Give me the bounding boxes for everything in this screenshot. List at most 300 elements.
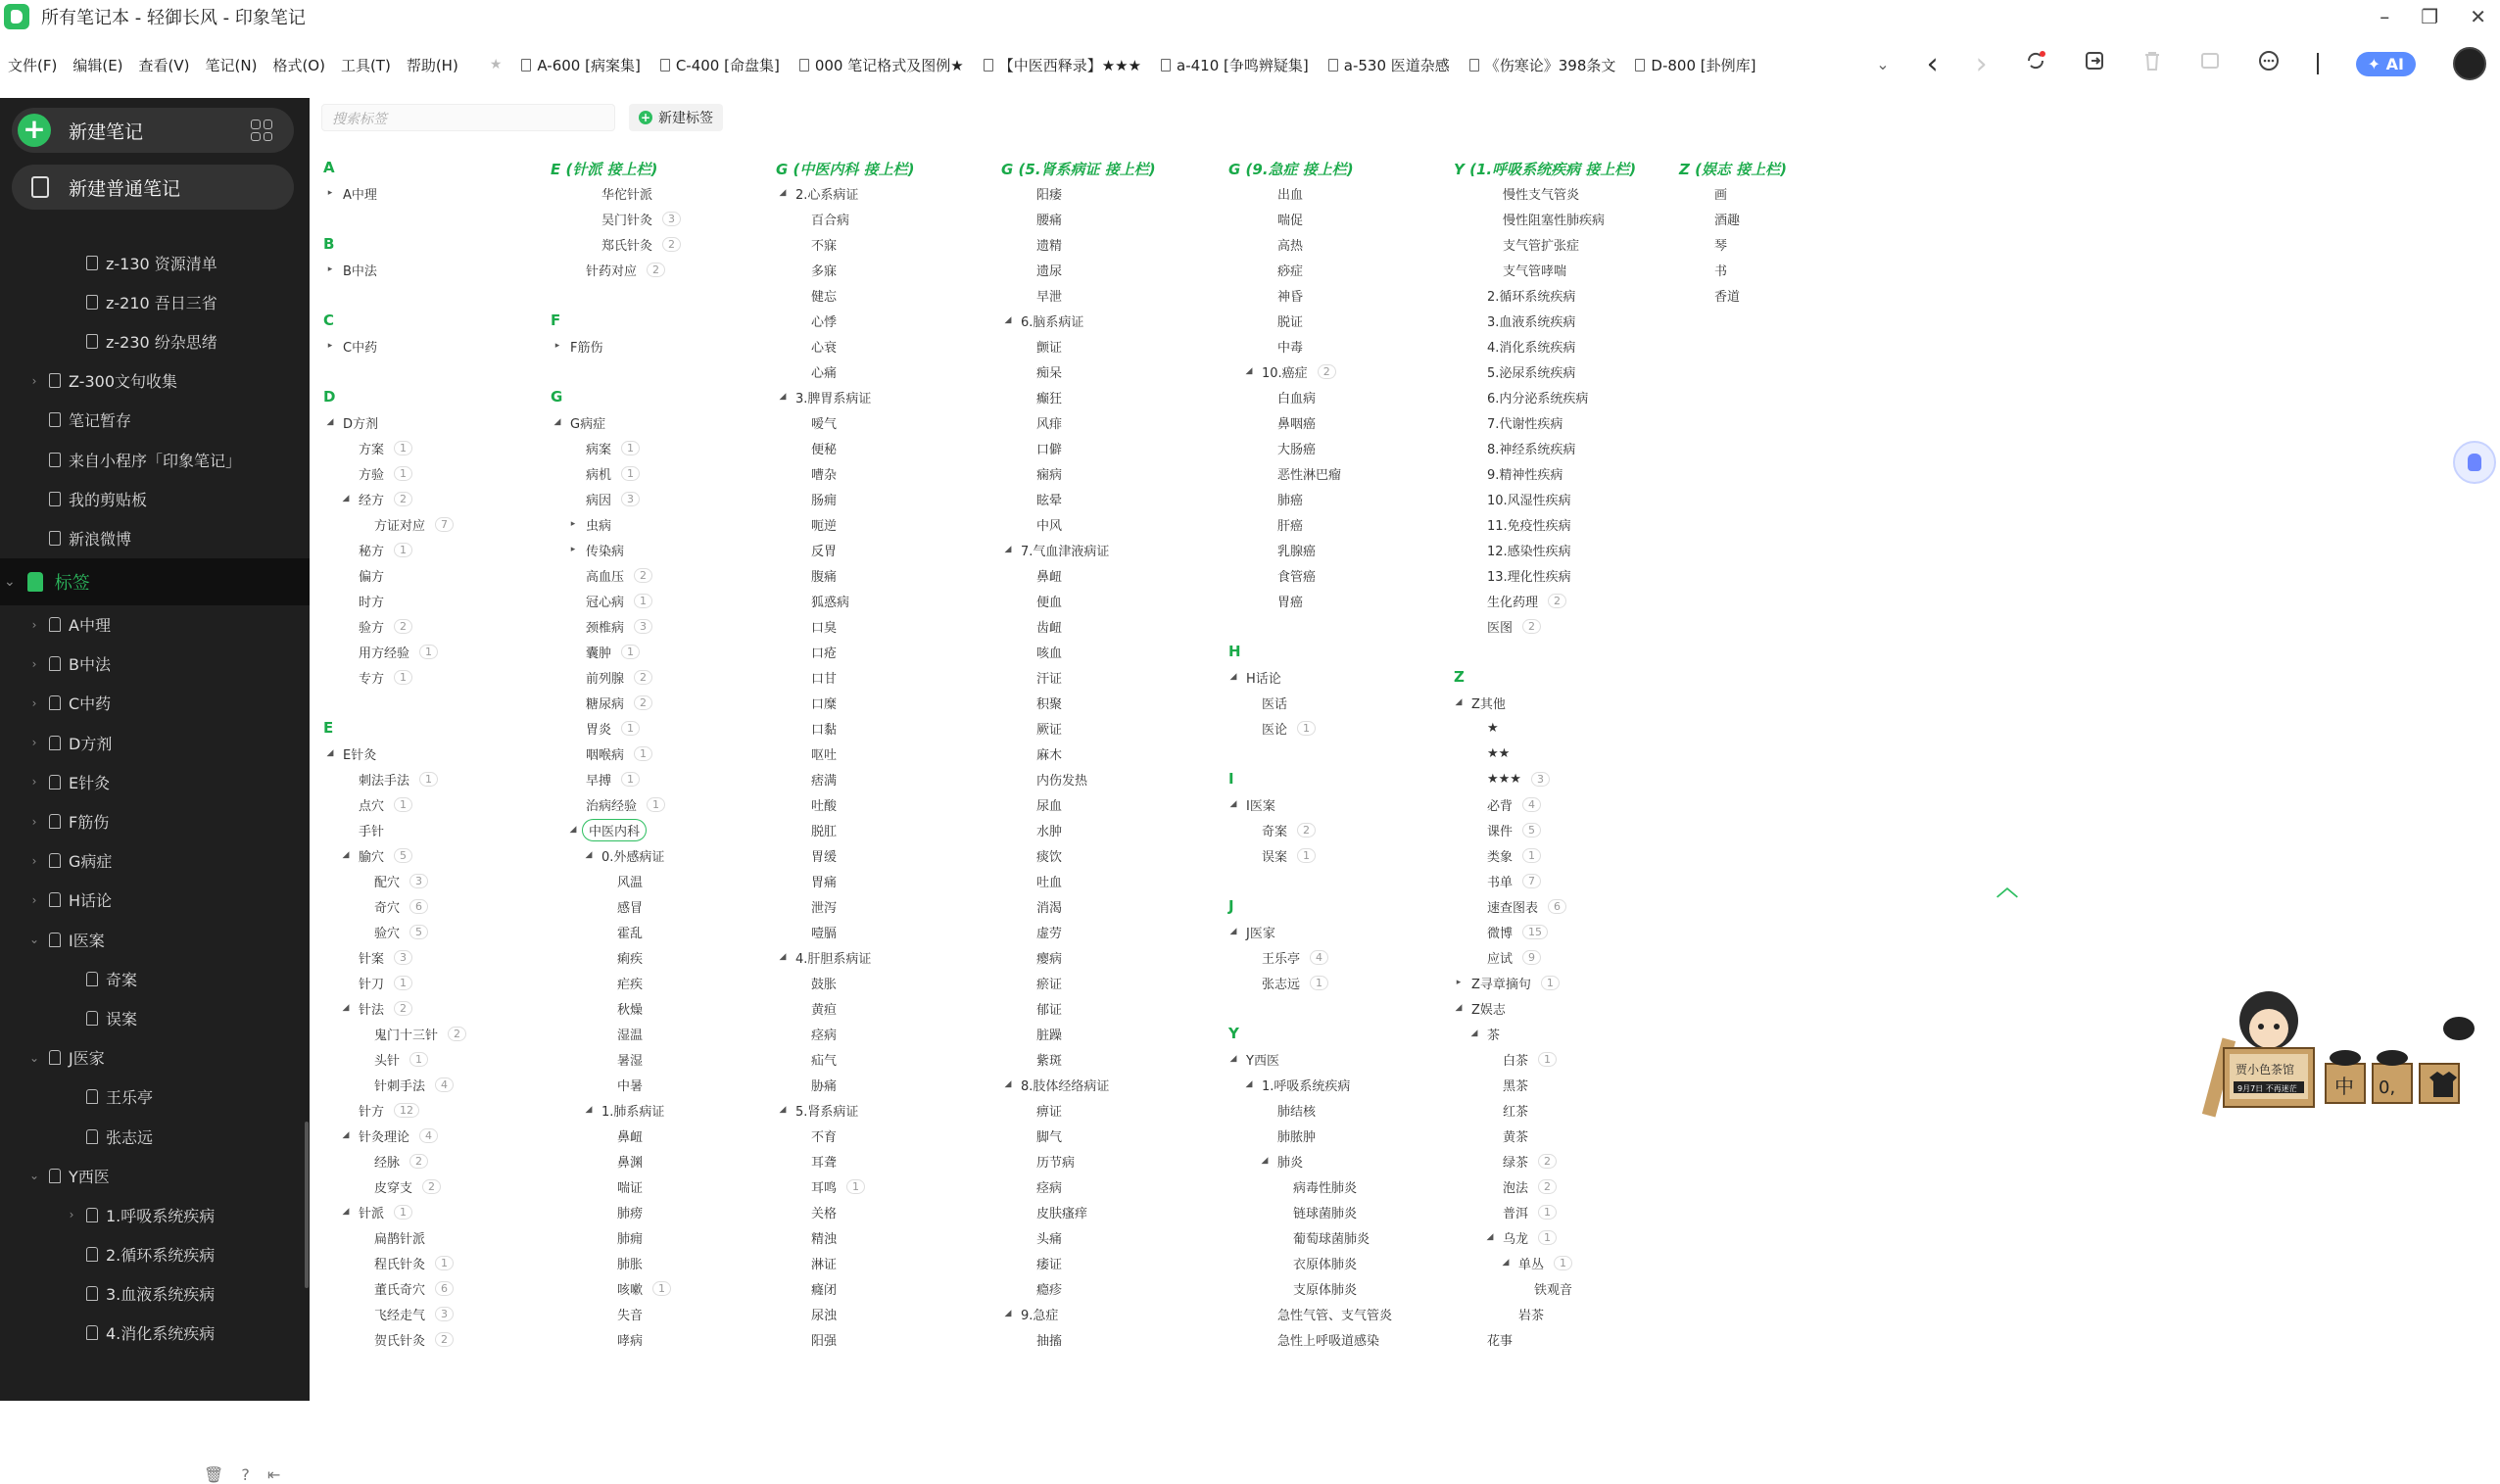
tag-item[interactable]: [1274, 486, 1307, 511]
tag-item[interactable]: [807, 1224, 841, 1250]
tag-item[interactable]: [1710, 180, 1731, 206]
tag-item[interactable]: [1274, 511, 1307, 537]
sidebar-tag-item[interactable]: [0, 1195, 310, 1234]
new-plain-note-button[interactable]: [12, 165, 294, 210]
collapse-arrow-icon[interactable]: ◢: [779, 952, 787, 962]
tag-item[interactable]: [1004, 1301, 1062, 1326]
tag-item[interactable]: [807, 1199, 841, 1224]
tag-item[interactable]: [1483, 435, 1579, 460]
collapse-arrow-icon[interactable]: ◢: [1229, 927, 1237, 936]
tag-item[interactable]: [370, 919, 428, 944]
tag-item[interactable]: [582, 435, 640, 460]
tag-item[interactable]: [807, 511, 841, 537]
collapse-arrow-icon[interactable]: ◢: [342, 1003, 350, 1013]
chevron-icon[interactable]: ⌄: [28, 933, 40, 947]
tag-item[interactable]: [807, 231, 841, 257]
tag-item[interactable]: [1258, 817, 1316, 842]
tag-item[interactable]: [1033, 1021, 1066, 1046]
expand-arrow-icon[interactable]: ▸: [570, 519, 576, 529]
tag-item[interactable]: [370, 1021, 466, 1046]
tag-item[interactable]: [1274, 460, 1345, 486]
tag-item[interactable]: [582, 588, 652, 613]
tag-item[interactable]: [370, 1046, 428, 1072]
tag-item[interactable]: [569, 817, 647, 842]
collapse-arrow-icon[interactable]: ◢: [779, 188, 787, 198]
tag-item[interactable]: [1483, 359, 1579, 384]
tag-item[interactable]: [1483, 282, 1579, 308]
tag-item[interactable]: [1710, 206, 1744, 231]
sidebar-notebook-item[interactable]: [0, 518, 310, 557]
collapse-arrow-icon[interactable]: ◢: [1470, 1029, 1478, 1038]
tag-item[interactable]: [613, 995, 647, 1021]
sidebar-tag-item[interactable]: [0, 762, 310, 801]
menu-item[interactable]: 帮助(H): [406, 56, 458, 74]
tag-item[interactable]: [1483, 741, 1514, 766]
shortcut-notebook[interactable]: [660, 55, 780, 75]
tag-item[interactable]: [807, 766, 841, 791]
scroll-up-icon[interactable]: ︿: [1996, 877, 2019, 901]
sidebar-tag-item[interactable]: [0, 1314, 310, 1353]
tag-item[interactable]: [342, 1199, 412, 1224]
collapse-arrow-icon[interactable]: ◢: [326, 748, 334, 758]
collapse-arrow-icon[interactable]: ◢: [1229, 1054, 1237, 1064]
collapse-arrow-icon[interactable]: ◢: [1486, 1232, 1494, 1242]
tag-item[interactable]: [1483, 944, 1541, 970]
tag-item[interactable]: [807, 919, 841, 944]
sidebar-tag-item[interactable]: [0, 959, 310, 998]
tag-item[interactable]: [1483, 486, 1575, 511]
collapse-arrow-icon[interactable]: ◢: [326, 417, 334, 427]
tag-item[interactable]: [1033, 1097, 1066, 1123]
collapse-arrow-icon[interactable]: ◢: [569, 825, 577, 835]
tag-item[interactable]: [1483, 588, 1566, 613]
tag-item[interactable]: [370, 1275, 454, 1301]
tag-item[interactable]: [1033, 1199, 1091, 1224]
tag-item[interactable]: [342, 486, 412, 511]
tag-item[interactable]: [1274, 231, 1307, 257]
tag-item[interactable]: [1033, 257, 1066, 282]
tag-item[interactable]: [1499, 1148, 1557, 1173]
collapse-arrow-icon[interactable]: ◢: [1455, 1003, 1463, 1013]
tag-item[interactable]: [1229, 664, 1285, 690]
sidebar-tag-item[interactable]: [0, 881, 310, 920]
collapse-arrow-icon[interactable]: ◢: [553, 417, 561, 427]
tag-item[interactable]: [613, 1250, 647, 1275]
shortcut-notebook[interactable]: [521, 55, 640, 75]
tag-item[interactable]: [1483, 460, 1566, 486]
tag-item[interactable]: [1033, 231, 1066, 257]
collapse-arrow-icon[interactable]: ◢: [1004, 1079, 1012, 1089]
collapse-arrow-icon[interactable]: ◢: [1502, 1258, 1510, 1268]
tag-item[interactable]: [1483, 613, 1541, 639]
tag-item[interactable]: [807, 206, 853, 231]
tag-item[interactable]: [1033, 639, 1066, 664]
tag-item[interactable]: [807, 409, 841, 435]
tag-item[interactable]: [1274, 333, 1307, 359]
tag-item[interactable]: [1033, 868, 1066, 893]
chevron-icon[interactable]: ›: [31, 853, 37, 868]
collapse-arrow-icon[interactable]: ◢: [585, 1105, 593, 1115]
tag-item[interactable]: [1245, 1072, 1354, 1097]
tag-item[interactable]: [1033, 842, 1066, 868]
tag-item[interactable]: [1033, 333, 1066, 359]
tag-item[interactable]: [1483, 537, 1575, 562]
tag-item[interactable]: [1229, 919, 1279, 944]
tag-item[interactable]: [1033, 664, 1066, 690]
tag-item[interactable]: [807, 970, 841, 995]
chevron-down-icon[interactable]: ⌄: [4, 573, 16, 590]
tag-item[interactable]: [370, 1148, 428, 1173]
shortcut-notebook[interactable]: [1161, 55, 1309, 75]
sidebar-notebook-item[interactable]: [0, 401, 310, 440]
sidebar-tags-header[interactable]: [0, 558, 310, 605]
tag-item[interactable]: [370, 1250, 454, 1275]
tag-item[interactable]: [370, 511, 454, 537]
tag-item[interactable]: [1274, 1301, 1396, 1326]
tag-item[interactable]: [1033, 562, 1066, 588]
tag-item[interactable]: [355, 944, 412, 970]
chevron-icon[interactable]: ›: [31, 656, 37, 671]
tag-item[interactable]: [1499, 1173, 1557, 1199]
tag-item[interactable]: [582, 562, 652, 588]
menu-item[interactable]: 工具(T): [340, 56, 391, 74]
tag-item[interactable]: [1033, 715, 1066, 741]
tag-item[interactable]: [355, 817, 388, 842]
tag-item[interactable]: [1499, 231, 1583, 257]
tag-item[interactable]: [1483, 791, 1541, 817]
tag-item[interactable]: [1258, 944, 1328, 970]
tag-item[interactable]: [342, 1123, 438, 1148]
shortcut-notebook[interactable]: [1635, 55, 1755, 75]
tag-item[interactable]: [582, 460, 640, 486]
tag-item[interactable]: [613, 1123, 647, 1148]
tag-item[interactable]: [1229, 791, 1279, 817]
tag-item[interactable]: [613, 1072, 647, 1097]
collapse-arrow-icon[interactable]: ◢: [1455, 697, 1463, 707]
share-icon[interactable]: [2084, 50, 2105, 77]
tag-item[interactable]: [1483, 1326, 1516, 1352]
tag-item[interactable]: [355, 1097, 419, 1123]
more-options-icon[interactable]: [2258, 50, 2280, 77]
tag-item[interactable]: [370, 1326, 454, 1352]
tag-item[interactable]: [326, 409, 382, 435]
menu-item[interactable]: 查看(V): [138, 56, 190, 74]
tag-item[interactable]: [613, 1224, 647, 1250]
tag-item[interactable]: [807, 817, 841, 842]
tag-item[interactable]: [1033, 1046, 1066, 1072]
tag-item[interactable]: [807, 588, 853, 613]
tag-item[interactable]: [779, 944, 875, 970]
tag-item[interactable]: [1033, 690, 1066, 715]
tag-item[interactable]: [807, 537, 841, 562]
collapse-icon[interactable]: ⇤: [266, 1465, 281, 1484]
collapse-arrow-icon[interactable]: ◢: [1245, 1079, 1253, 1089]
tag-item[interactable]: [1499, 1046, 1557, 1072]
tag-item[interactable]: [1258, 842, 1316, 868]
tag-item[interactable]: [807, 1173, 865, 1199]
note-info-icon[interactable]: [2199, 50, 2221, 77]
tag-item[interactable]: [582, 766, 640, 791]
tag-item[interactable]: [1033, 409, 1066, 435]
tag-item[interactable]: [582, 741, 652, 766]
sidebar-notebook-item[interactable]: [0, 321, 310, 360]
tag-item[interactable]: [370, 1072, 454, 1097]
tag-item[interactable]: [1274, 435, 1320, 460]
sidebar-notebook-item[interactable]: [0, 282, 310, 321]
tag-item[interactable]: [779, 384, 875, 409]
tag-item[interactable]: [1483, 893, 1566, 919]
tag-item[interactable]: [807, 664, 841, 690]
trash-icon[interactable]: 🗑: [204, 1465, 224, 1484]
tag-item[interactable]: [327, 257, 381, 282]
tag-item[interactable]: [1033, 1275, 1066, 1301]
tag-item[interactable]: [1033, 944, 1066, 970]
tag-item[interactable]: [807, 995, 841, 1021]
tag-item[interactable]: [1033, 1326, 1066, 1352]
tag-item[interactable]: [1499, 1199, 1557, 1224]
tag-item[interactable]: [1274, 588, 1307, 613]
tag-item[interactable]: [355, 588, 388, 613]
tag-item[interactable]: [1274, 1326, 1383, 1352]
sidebar-tag-item[interactable]: [0, 645, 310, 684]
tag-item[interactable]: [1710, 282, 1744, 308]
tag-item[interactable]: [582, 715, 640, 741]
tag-item[interactable]: [1483, 333, 1579, 359]
tag-item[interactable]: [613, 944, 647, 970]
shortcuts-overflow-icon[interactable]: ⌄: [1876, 54, 1890, 73]
collapse-arrow-icon[interactable]: ◢: [1245, 366, 1253, 376]
tag-item[interactable]: [355, 537, 412, 562]
tag-item[interactable]: [807, 690, 841, 715]
tag-item[interactable]: [1274, 257, 1307, 282]
sidebar-notebook-item[interactable]: [0, 479, 310, 518]
expand-arrow-icon[interactable]: ▸: [327, 188, 333, 198]
sync-icon[interactable]: [2025, 50, 2046, 77]
tag-item[interactable]: [1499, 257, 1570, 282]
tag-item[interactable]: [327, 180, 381, 206]
ai-assistant-button[interactable]: ✦ AI: [2356, 52, 2416, 76]
tag-item[interactable]: [613, 919, 647, 944]
tag-item[interactable]: [1486, 1224, 1557, 1250]
tag-search-input[interactable]: 搜索标签: [321, 104, 615, 131]
tag-item[interactable]: [807, 1301, 841, 1326]
tag-item[interactable]: [1499, 1123, 1532, 1148]
menu-item[interactable]: 格式(O): [272, 56, 325, 74]
tag-item[interactable]: [1258, 715, 1316, 741]
tag-item[interactable]: [585, 842, 668, 868]
shortcut-notebook[interactable]: [1469, 55, 1616, 75]
tag-item[interactable]: [1229, 1046, 1283, 1072]
help-icon[interactable]: ?: [241, 1465, 250, 1484]
floating-assistant-button[interactable]: [2453, 441, 2496, 484]
tag-item[interactable]: [1274, 180, 1307, 206]
tag-item[interactable]: [1258, 690, 1291, 715]
tag-item[interactable]: [807, 715, 841, 741]
collapse-arrow-icon[interactable]: ◢: [342, 850, 350, 860]
tag-item[interactable]: [1033, 206, 1066, 231]
chevron-icon[interactable]: ⌄: [28, 1169, 40, 1183]
sidebar-tag-item[interactable]: [0, 1235, 310, 1274]
tag-item[interactable]: [807, 486, 841, 511]
tag-item[interactable]: [1033, 766, 1091, 791]
tag-item[interactable]: [807, 842, 841, 868]
tag-item[interactable]: [554, 333, 606, 359]
tag-item[interactable]: [370, 868, 428, 893]
tag-item[interactable]: [1499, 1097, 1532, 1123]
chevron-icon[interactable]: ⌄: [28, 1050, 40, 1065]
tag-item[interactable]: [1033, 460, 1066, 486]
tag-item[interactable]: [613, 1148, 647, 1173]
tag-item[interactable]: [1289, 1199, 1361, 1224]
tag-item[interactable]: [1033, 1148, 1079, 1173]
tag-item[interactable]: [355, 791, 412, 817]
tag-item[interactable]: [613, 868, 647, 893]
collapse-arrow-icon[interactable]: ◢: [1261, 1156, 1269, 1166]
tag-item[interactable]: [613, 1021, 647, 1046]
tag-item[interactable]: [1033, 613, 1066, 639]
tag-item[interactable]: [598, 231, 681, 257]
tag-item[interactable]: [355, 613, 412, 639]
tag-item[interactable]: [1245, 359, 1336, 384]
tag-item[interactable]: [807, 562, 841, 588]
tag-item[interactable]: [1502, 1250, 1572, 1275]
chevron-icon[interactable]: ›: [31, 892, 37, 907]
tag-item[interactable]: [582, 613, 652, 639]
tag-item[interactable]: [807, 1021, 841, 1046]
tag-item[interactable]: [1274, 308, 1307, 333]
tag-item[interactable]: [1456, 970, 1560, 995]
tag-item[interactable]: [1033, 282, 1066, 308]
tag-item[interactable]: [1274, 409, 1320, 435]
tag-item[interactable]: [1033, 180, 1066, 206]
tag-item[interactable]: [1004, 1072, 1113, 1097]
collapse-arrow-icon[interactable]: ◢: [585, 850, 593, 860]
tag-item[interactable]: [807, 1326, 841, 1352]
tag-item[interactable]: [598, 206, 681, 231]
sidebar-tag-item[interactable]: [0, 684, 310, 723]
collapse-arrow-icon[interactable]: ◢: [1004, 545, 1012, 554]
chevron-icon[interactable]: ›: [31, 814, 37, 829]
tag-item[interactable]: [1289, 1224, 1373, 1250]
tag-item[interactable]: [807, 1123, 841, 1148]
tag-item[interactable]: [1033, 893, 1066, 919]
tag-item[interactable]: [1033, 511, 1066, 537]
tag-item[interactable]: [582, 690, 652, 715]
tag-item[interactable]: [1033, 970, 1066, 995]
tag-item[interactable]: [807, 435, 841, 460]
chevron-icon[interactable]: ›: [31, 617, 37, 632]
tag-item[interactable]: [613, 1275, 671, 1301]
tag-item[interactable]: [807, 1046, 841, 1072]
tag-item[interactable]: [1483, 766, 1550, 791]
shortcut-notebook[interactable]: [799, 55, 964, 75]
sidebar-tag-item[interactable]: [0, 920, 310, 959]
tag-item[interactable]: [807, 1072, 841, 1097]
expand-arrow-icon[interactable]: ▸: [327, 341, 333, 351]
tag-item[interactable]: [1033, 359, 1066, 384]
sidebar-tag-item[interactable]: [0, 1117, 310, 1156]
tag-item[interactable]: [582, 664, 652, 690]
tag-item[interactable]: [1004, 537, 1113, 562]
tag-item[interactable]: [807, 460, 841, 486]
tag-item[interactable]: [1514, 1301, 1548, 1326]
tag-item[interactable]: [1033, 1123, 1066, 1148]
tag-item[interactable]: [807, 1148, 841, 1173]
tag-item[interactable]: [570, 511, 615, 537]
chevron-icon[interactable]: ›: [31, 695, 37, 710]
tag-item[interactable]: [807, 613, 841, 639]
tag-item[interactable]: [370, 893, 428, 919]
tag-item[interactable]: [1470, 1021, 1504, 1046]
sidebar-tag-item[interactable]: [0, 1038, 310, 1077]
tag-item[interactable]: [613, 1326, 647, 1352]
tag-item[interactable]: [1274, 537, 1320, 562]
back-button[interactable]: ‹: [1926, 46, 1939, 81]
tag-item[interactable]: [1483, 817, 1541, 842]
collapse-arrow-icon[interactable]: ◢: [1229, 799, 1237, 809]
expand-arrow-icon[interactable]: ▸: [554, 341, 560, 351]
user-avatar[interactable]: [2453, 47, 2486, 80]
tag-item[interactable]: [1033, 817, 1066, 842]
menu-item[interactable]: 文件(F): [8, 56, 58, 74]
sidebar-tag-item[interactable]: [0, 605, 310, 645]
tag-item[interactable]: [807, 1250, 841, 1275]
tag-item[interactable]: [598, 180, 656, 206]
tag-item[interactable]: [807, 1275, 841, 1301]
sidebar-scrollbar[interactable]: [305, 1122, 309, 1288]
sidebar-tag-item[interactable]: [0, 1156, 310, 1195]
tag-item[interactable]: [1289, 1275, 1361, 1301]
tag-item[interactable]: [1710, 257, 1731, 282]
collapse-arrow-icon[interactable]: ◢: [779, 392, 787, 402]
tag-item[interactable]: [613, 1173, 647, 1199]
tag-item[interactable]: [370, 1173, 441, 1199]
collapse-arrow-icon[interactable]: ◢: [1004, 1309, 1012, 1318]
chevron-icon[interactable]: ›: [31, 373, 37, 388]
tag-item[interactable]: [1455, 995, 1510, 1021]
collapse-arrow-icon[interactable]: ◢: [342, 1130, 350, 1140]
tag-item[interactable]: [807, 639, 841, 664]
collapse-arrow-icon[interactable]: ◢: [1004, 315, 1012, 325]
tag-item[interactable]: [807, 359, 841, 384]
chevron-icon[interactable]: ›: [69, 1208, 74, 1222]
sidebar-tag-item[interactable]: [0, 1077, 310, 1117]
tag-item[interactable]: [1710, 231, 1731, 257]
tag-item[interactable]: [1261, 1148, 1307, 1173]
sidebar-tag-item[interactable]: [0, 841, 310, 881]
tag-item[interactable]: [1274, 384, 1320, 409]
tag-item[interactable]: [613, 970, 647, 995]
tag-item[interactable]: [553, 409, 609, 435]
tag-item[interactable]: [1033, 741, 1066, 766]
tag-item[interactable]: [355, 639, 438, 664]
expand-arrow-icon[interactable]: ▸: [327, 264, 333, 274]
close-button[interactable]: ✕: [2470, 5, 2486, 28]
tag-item[interactable]: [807, 741, 841, 766]
tag-item[interactable]: [582, 639, 640, 664]
new-note-button[interactable]: [12, 108, 294, 153]
tag-item[interactable]: [355, 460, 412, 486]
tag-item[interactable]: [1033, 1224, 1066, 1250]
tag-item[interactable]: [1483, 511, 1575, 537]
expand-arrow-icon[interactable]: ▸: [1456, 978, 1462, 987]
tag-item[interactable]: [585, 1097, 668, 1123]
tag-item[interactable]: [1033, 588, 1066, 613]
tag-item[interactable]: [1258, 970, 1328, 995]
tag-item[interactable]: [613, 1199, 647, 1224]
shortcut-notebook[interactable]: [984, 55, 1141, 75]
tag-item[interactable]: [613, 1046, 647, 1072]
